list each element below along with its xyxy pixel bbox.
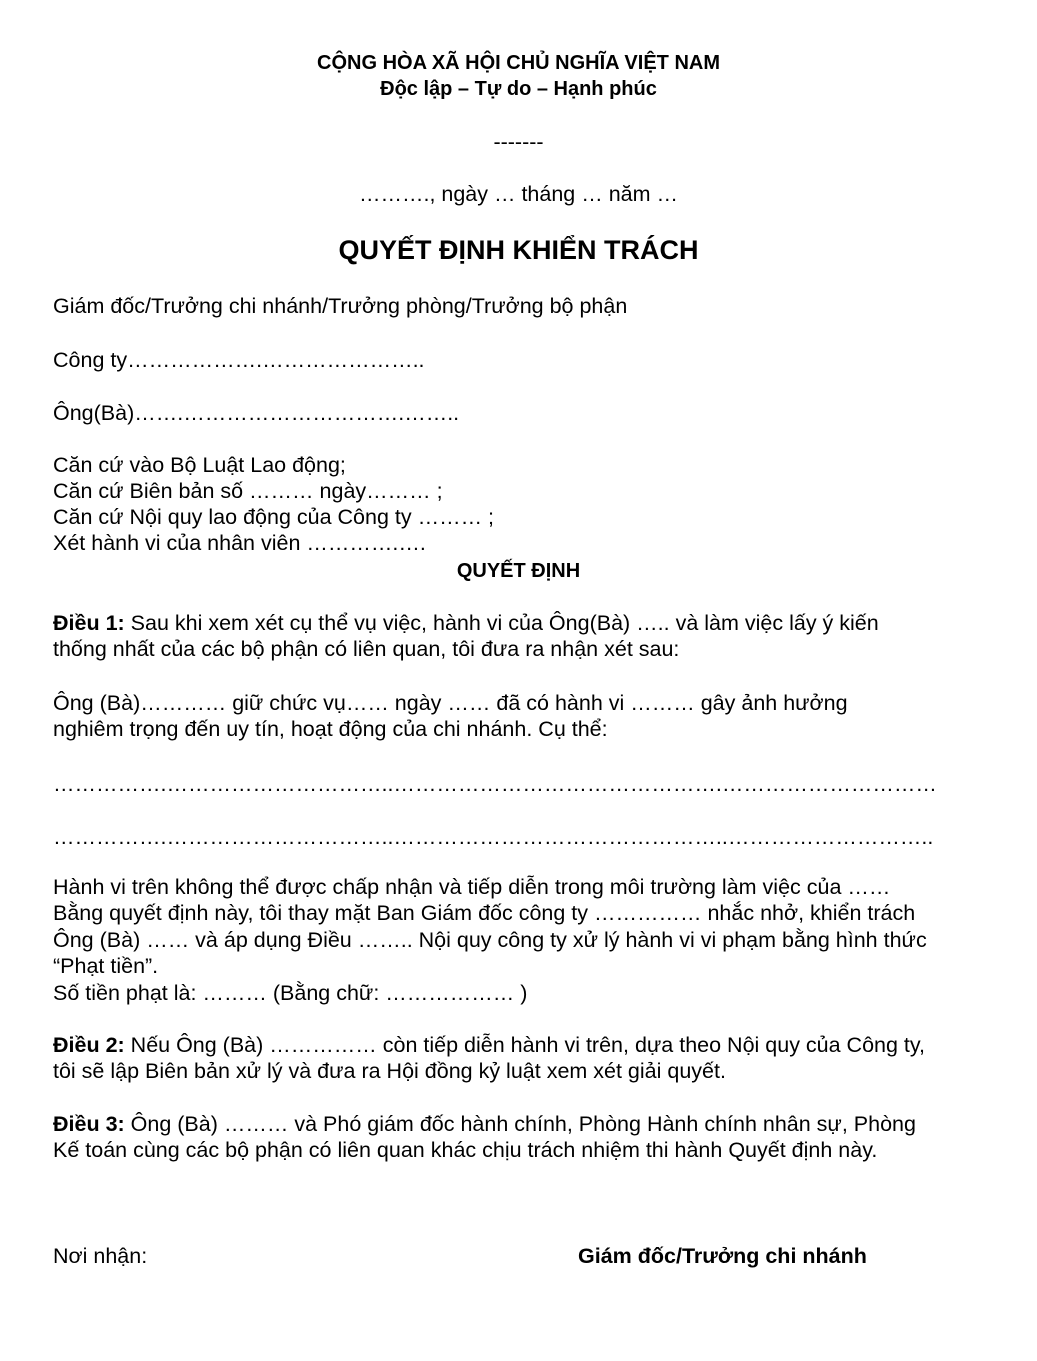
date-line: ………., ngày … tháng … năm …: [358, 182, 679, 206]
person-line: Ông(Bà)…….………………………….……..: [53, 401, 460, 425]
article-1-line: [53, 610, 879, 636]
decision-heading: QUYẾT ĐỊNH: [456, 560, 581, 582]
article-3-line: [53, 1111, 916, 1137]
basis-line: Căn cứ vào Bộ Luật Lao động;: [53, 453, 346, 477]
header-motto: Độc lập – Tự do – Hạnh phúc: [380, 78, 657, 100]
article-3-label: Điều 3:: [53, 1112, 125, 1136]
signer-title: Giám đốc/Trưởng chi nhánh: [578, 1244, 867, 1268]
article-2-label: Điều 2:: [53, 1033, 125, 1057]
article-1-penalty-line: Hành vi trên không thể được chấp nhận và tiếp diễn trong môi trường làm việc của ……: [53, 875, 891, 899]
article-1-behavior-line: Ông (Bà)………… giữ chức vụ…… ngày …… đã có hành vi ……… gây ảnh hưởng: [53, 691, 848, 715]
basis-line: Xét hành vi của nhân viên ………….….: [53, 531, 426, 555]
issuer-line: Giám đốc/Trưởng chi nhánh/Trưởng phòng/Trưởng bộ phận: [53, 294, 628, 318]
article-1-label: Điều 1:: [53, 611, 125, 635]
article-1-line: thống nhất của các bộ phận có liên quan, tôi đưa ra nhận xét sau:: [53, 637, 680, 661]
header-country: CỘNG HÒA XÃ HỘI CHỦ NGHĨA VIỆT NAM: [317, 52, 720, 74]
header-separator: -------: [493, 130, 544, 154]
article-2-text: Nếu Ông (Bà) …………… còn tiếp diễn hành vi trên, dựa theo Nội quy của Công ty,: [124, 1033, 926, 1057]
article-1-text: Sau khi xem xét cụ thể vụ việc, hành vi của Ông(Bà) ….. và làm việc lấy ý kiến: [124, 611, 879, 635]
article-3-text: Ông (Bà) ……… và Phó giám đốc hành chính, Phòng Hành chính nhân sự, Phòng: [124, 1112, 916, 1136]
blank-dotted-line: …………….…………………………..………………………………………..………………………..: [53, 825, 934, 849]
document-title: QUYẾT ĐỊNH KHIỂN TRÁCH: [338, 235, 699, 265]
basis-line: Căn cứ Nội quy lao động của Công ty ……… ;: [53, 505, 495, 529]
article-2-line: [53, 1032, 925, 1058]
article-1-penalty-line: Bằng quyết định này, tôi thay mặt Ban Giám đốc công ty …………… nhắc nhở, khiển trách: [53, 901, 916, 925]
recipients-label: Nơi nhận:: [53, 1244, 148, 1268]
blank-dotted-line: …………….…………………………..……………………………………….…………………………: [53, 772, 937, 796]
article-1-penalty-line: “Phạt tiền”.: [53, 954, 159, 978]
article-2-line: tôi sẽ lập Biên bản xử lý và đưa ra Hội đồng kỷ luật xem xét giải quyết.: [53, 1059, 726, 1083]
article-3-line: Kế toán cùng các bộ phận có liên quan khác chịu trách nhiệm thi hành Quyết định này.: [53, 1138, 878, 1162]
article-1-behavior-line: nghiêm trọng đến uy tín, hoạt động của chi nhánh. Cụ thể:: [53, 717, 608, 741]
basis-line: Căn cứ Biên bản số ……… ngày……… ;: [53, 479, 443, 503]
article-1-penalty-line: Ông (Bà) …… và áp dụng Điều …….. Nội quy công ty xử lý hành vi vi phạm bằng hình thức: [53, 928, 927, 952]
company-line: Công ty……………….…………………..: [53, 348, 425, 372]
article-1-penalty-line: Số tiền phạt là: ……… (Bằng chữ: ……………… ): [53, 981, 528, 1005]
